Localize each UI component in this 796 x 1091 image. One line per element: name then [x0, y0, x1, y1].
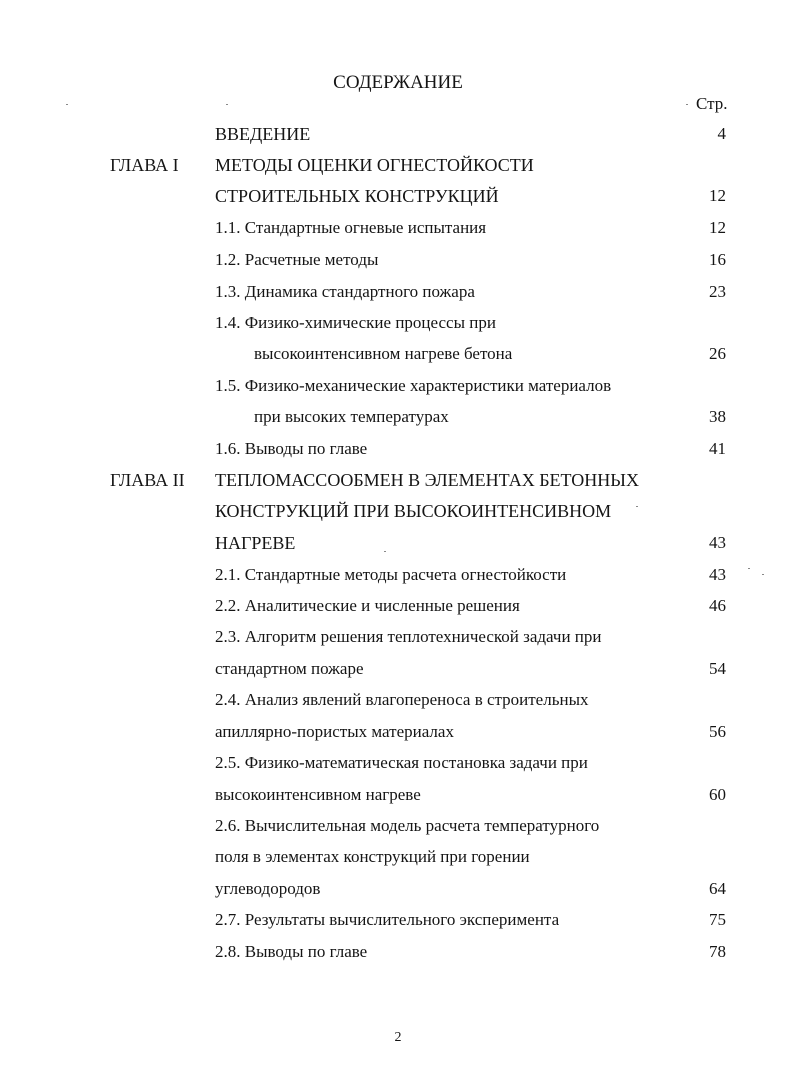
toc-entry-text: 1.6. Выводы по главе [215, 439, 368, 458]
toc-entry-text: КОНСТРУКЦИЙ ПРИ ВЫСОКОИНТЕНСИВНОМ [215, 501, 612, 521]
page-title: СОДЕРЖАНИЕ [333, 72, 463, 93]
toc-entry-page: 56 [709, 722, 726, 741]
toc-entry-text: СТРОИТЕЛЬНЫХ КОНСТРУКЦИЙ [215, 186, 499, 206]
toc-entry-page: 12 [709, 186, 726, 205]
toc-entry-page: 23 [709, 282, 726, 301]
toc-entry-text: 1.1. Стандартные огневые испытания [215, 218, 487, 237]
toc-entry-text: МЕТОДЫ ОЦЕНКИ ОГНЕСТОЙКОСТИ [215, 155, 534, 175]
toc-entry-page: 26 [709, 344, 726, 363]
scan-speck [226, 104, 228, 105]
scan-speck [66, 104, 68, 105]
toc-entry-page: 12 [709, 218, 726, 237]
toc-entry-text: НАГРЕВЕ [215, 533, 296, 553]
toc-entry-text: 2.6. Вычислительная модель расчета температурного [215, 816, 600, 835]
toc-entry-page: 64 [709, 879, 726, 898]
toc-entry-text: 1.4. Физико-химические процессы при [215, 313, 496, 332]
toc-entry-page: 75 [709, 910, 726, 929]
page-number: 2 [394, 1030, 402, 1045]
toc-entry-page: 46 [709, 596, 726, 615]
toc-entry-text: ТЕПЛОМАССООБМЕН В ЭЛЕМЕНТАХ БЕТОННЫХ [215, 470, 639, 490]
toc-entry-page: 38 [709, 407, 726, 426]
chapter-label: ГЛАВА II [110, 470, 185, 490]
toc-entry-page: 43 [709, 533, 726, 552]
chapter-label: ГЛАВА I [110, 155, 179, 175]
toc-entry-page: 54 [709, 659, 726, 678]
toc-entry-page: 16 [709, 250, 726, 269]
toc-entry-text: углеводородов [215, 879, 321, 898]
toc-entry-text: высокоинтенсивном нагреве бетона [254, 344, 513, 363]
toc-entry-page: 41 [709, 439, 726, 458]
scan-speck [748, 568, 750, 569]
toc-entry-page: 4 [717, 124, 726, 143]
toc-entry-text: при высоких температурах [254, 407, 449, 426]
toc-entry-text: 2.1. Стандартные методы расчета огнестойкости [215, 565, 567, 584]
toc-entry-text: 2.2. Аналитические и численные решения [215, 596, 520, 615]
toc-entry-text: 2.5. Физико-математическая постановка задачи при [215, 753, 588, 772]
toc-entry-text: 2.8. Выводы по главе [215, 942, 368, 961]
toc-entry-text: ВВЕДЕНИЕ [215, 124, 311, 144]
toc-entry-text: высокоинтенсивном нагреве [215, 785, 421, 804]
toc-entry-page: 78 [709, 942, 726, 961]
toc-entry-text: 1.3. Динамика стандартного пожара [215, 282, 475, 301]
toc-entry-text: апиллярно-пористых материалах [215, 722, 454, 741]
toc-entry-text: 2.7. Результаты вычислительного эксперимента [215, 910, 560, 929]
scan-speck [686, 104, 688, 105]
toc-entry-page: 60 [709, 785, 726, 804]
toc-entry-text: 2.3. Алгоритм решения теплотехнической задачи при [215, 627, 602, 646]
toc-entry-text: 1.2. Расчетные методы [215, 250, 379, 269]
toc-entry-page: 43 [709, 565, 726, 584]
toc-entry-text: поля в элементах конструкций при горении [215, 847, 530, 866]
toc-entry-text: 1.5. Физико-механические характеристики материалов [215, 376, 612, 395]
page-column-label: Стр. [696, 94, 728, 113]
toc-entry-text: стандартном пожаре [215, 659, 364, 678]
toc-entry-text: 2.4. Анализ явлений влагопереноса в строительных [215, 690, 589, 709]
scan-speck [384, 551, 386, 552]
scan-speck [636, 506, 638, 507]
scan-speck [762, 574, 764, 575]
